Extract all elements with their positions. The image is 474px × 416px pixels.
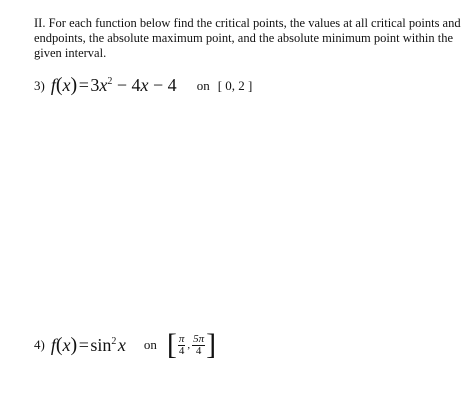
problem-number: 4) <box>34 337 45 352</box>
interval <box>167 330 216 360</box>
function-expression: f(x) = $\sin^2$ x <box>50 333 126 356</box>
instructions-text: II. For each function below find the critical points, the values at all critical points and endpoints, the absolute maximum point, and the absolute minimum point within the given interval. <box>34 16 461 60</box>
interval-right-fraction: $\frac{5\pi}{4}$ <box>193 332 205 357</box>
interval: [ 0, 2 ] <box>217 77 253 93</box>
problem-3 <box>34 74 252 97</box>
interval-left-fraction: $\frac{\pi}{4}$ <box>178 332 185 357</box>
right-bracket: ] <box>206 328 217 361</box>
problem-number: 3) <box>34 77 45 93</box>
comma: , <box>187 339 191 351</box>
left-bracket: [ <box>166 328 177 361</box>
function-expression: f(x) = $3x^2 - 4x - 4$ <box>50 74 177 96</box>
on-label: on <box>196 77 210 93</box>
problem-4 <box>34 330 216 360</box>
on-label: on <box>143 337 157 352</box>
